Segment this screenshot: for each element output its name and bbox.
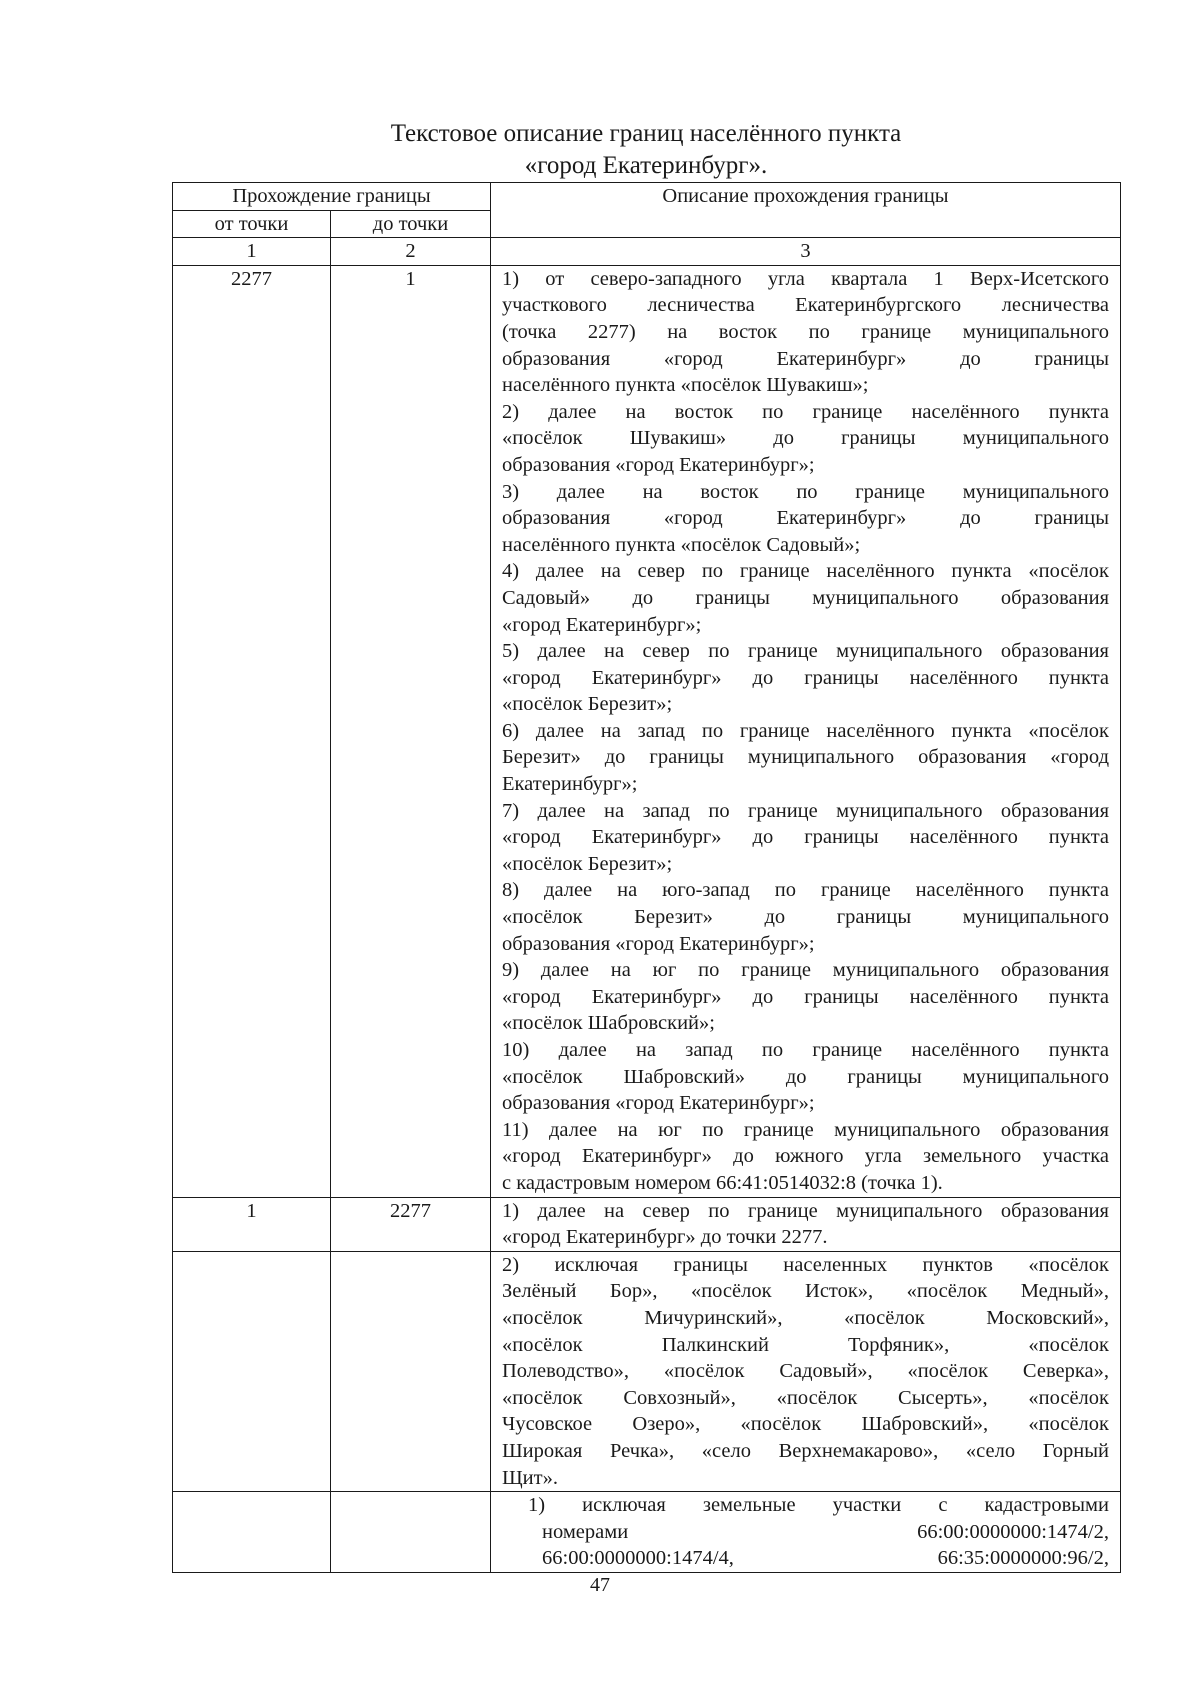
description-line: «город Екатеринбург» до границы населённого пункта (502, 985, 1109, 1008)
table-row (173, 1197, 1121, 1251)
description-line: Широкая Речка», «село Верхнемакарово», «село Горный (502, 1439, 1109, 1462)
description-cell (491, 1197, 1121, 1251)
description-line: (точка 2277) на восток по границе муниципального (502, 320, 1109, 343)
description-paragraph (502, 266, 1109, 399)
description-line: «посёлок Шабровский»; (502, 1012, 715, 1035)
description-line: 6) далее на запад по границе населённого пункта «посёлок (502, 719, 1109, 742)
description-paragraph (502, 399, 1109, 479)
header-row-1 (173, 183, 1121, 211)
description-paragraph (502, 638, 1109, 718)
description-line: 3) далее на восток по границе муниципального (502, 480, 1109, 503)
description-line: 5) далее на север по границе муниципального образования (502, 640, 1109, 663)
header-col-3: 3 (491, 238, 1121, 266)
description-line: образования «город Екатеринбург» до границы (502, 347, 1109, 370)
table-row (173, 1492, 1121, 1573)
description-line: Щит». (502, 1466, 558, 1489)
description-line: Екатеринбург»; (502, 773, 638, 796)
header-description: Описание прохождения границы (491, 183, 1121, 238)
boundary-table (172, 182, 1121, 1573)
description-paragraph (502, 479, 1109, 559)
description-line: «посёлок Палкинский Торфяник», «посёлок (502, 1333, 1109, 1356)
page-number: 47 (590, 1574, 610, 1596)
title-line-1: Текстовое описание границ населённого пункта (390, 120, 902, 147)
description-line: Березит» до границы муниципального образования «город (502, 746, 1109, 769)
description-line: «посёлок Шабровский» до границы муниципального (502, 1065, 1109, 1088)
description-line: 4) далее на север по границе населённого пункта «посёлок (502, 560, 1109, 583)
header-col-1: 1 (173, 238, 331, 266)
description-line: «город Екатеринбург» до точки 2277. (502, 1226, 828, 1249)
description-line: Полеводство», «посёлок Садовый», «посёлок Северка», (502, 1360, 1109, 1383)
header-passage: Прохождение границы (173, 183, 491, 211)
description-line: «город Екатеринбург»; (502, 613, 702, 636)
description-line: образования «город Екатеринбург» до границы (502, 507, 1109, 530)
description-paragraph (502, 1252, 1109, 1491)
description-line: 11) далее на юг по границе муниципального образования (502, 1118, 1109, 1141)
header-to-point: до точки (331, 210, 491, 238)
description-line: участкового лесничества Екатеринбургского лесничества (502, 294, 1109, 317)
description-line: Чусовское Озеро», «посёлок Шабровский», «посёлок (502, 1413, 1109, 1436)
description-line: 7) далее на запад по границе муниципального образования (502, 799, 1109, 822)
description-line: «посёлок Совхозный», «посёлок Сысерть», «посёлок (502, 1386, 1109, 1409)
description-line: «посёлок Березит»; (502, 693, 673, 716)
description-line: «город Екатеринбург» до границы населённого пункта (502, 826, 1109, 849)
description-paragraph (502, 798, 1109, 878)
from-point-cell: 2277 (173, 265, 331, 1197)
table-row (173, 265, 1121, 1197)
description-line: образования «город Екатеринбург»; (502, 453, 815, 476)
description-line: номерами 66:00:0000000:1474/2, (542, 1520, 1109, 1543)
description-paragraph (502, 558, 1109, 638)
from-point-cell: 1 (173, 1197, 331, 1251)
description-line: 1) исключая земельные участки с кадастровыми (528, 1494, 1109, 1517)
description-cell (491, 265, 1121, 1197)
description-cell (491, 1251, 1121, 1491)
description-paragraph (502, 1198, 1109, 1251)
description-line: «город Екатеринбург» до границы населённого пункта (502, 666, 1109, 689)
description-line: 66:00:0000000:1474/4, 66:35:0000000:96/2, (542, 1547, 1109, 1570)
to-point-cell (331, 1251, 491, 1491)
header-from-point: от точки (173, 210, 331, 238)
to-point-cell (331, 1492, 491, 1573)
description-paragraph (502, 877, 1109, 957)
description-line: населённого пункта «посёлок Шувакиш»; (502, 374, 869, 397)
description-paragraph (502, 1117, 1109, 1197)
to-point-cell: 2277 (331, 1197, 491, 1251)
description-line: «город Екатеринбург» до южного угла земельного участка (502, 1145, 1109, 1168)
description-line: Зелёный Бор», «посёлок Исток», «посёлок Медный», (502, 1280, 1109, 1303)
description-line: образования «город Екатеринбург»; (502, 1092, 815, 1115)
description-line: 1) от северо-западного угла квартала 1 Верх-Исетского (502, 267, 1109, 290)
description-line: 8) далее на юго-запад по границе населённого пункта (502, 879, 1109, 902)
from-point-cell (173, 1492, 331, 1573)
header-row-numbers (173, 238, 1121, 266)
description-line: 2) исключая границы населенных пунктов «посёлок (502, 1253, 1109, 1276)
table-row (173, 1251, 1121, 1491)
description-paragraph (502, 1492, 1109, 1572)
description-line: образования «город Екатеринбург»; (502, 932, 815, 955)
description-line: 2) далее на восток по границе населённого пункта (502, 400, 1109, 423)
description-line: 10) далее на запад по границе населённого пункта (502, 1039, 1109, 1061)
description-line: 9) далее на юг по границе муниципального образования (502, 959, 1109, 982)
description-line: «посёлок Шувакиш» до границы муниципального (502, 427, 1109, 450)
description-paragraph (502, 957, 1109, 1037)
description-line: «посёлок Березит»; (502, 852, 673, 875)
title-line-2: «город Екатеринбург». (524, 152, 768, 179)
document-title (172, 118, 1120, 182)
description-line: Садовый» до границы муниципального образования (502, 586, 1109, 609)
description-line: «посёлок Березит» до границы муниципального (502, 906, 1109, 929)
description-cell (491, 1492, 1121, 1573)
description-line: 1) далее на север по границе муниципального образования (502, 1199, 1109, 1222)
from-point-cell (173, 1251, 331, 1491)
description-line: «посёлок Мичуринский», «посёлок Московский», (502, 1306, 1109, 1329)
description-paragraph (502, 718, 1109, 798)
description-line: населённого пункта «посёлок Садовый»; (502, 533, 861, 556)
header-col-2: 2 (331, 238, 491, 266)
description-paragraph (502, 1037, 1109, 1117)
description-line: с кадастровым номером 66:41:0514032:8 (точка 1). (502, 1171, 943, 1194)
to-point-cell: 1 (331, 265, 491, 1197)
